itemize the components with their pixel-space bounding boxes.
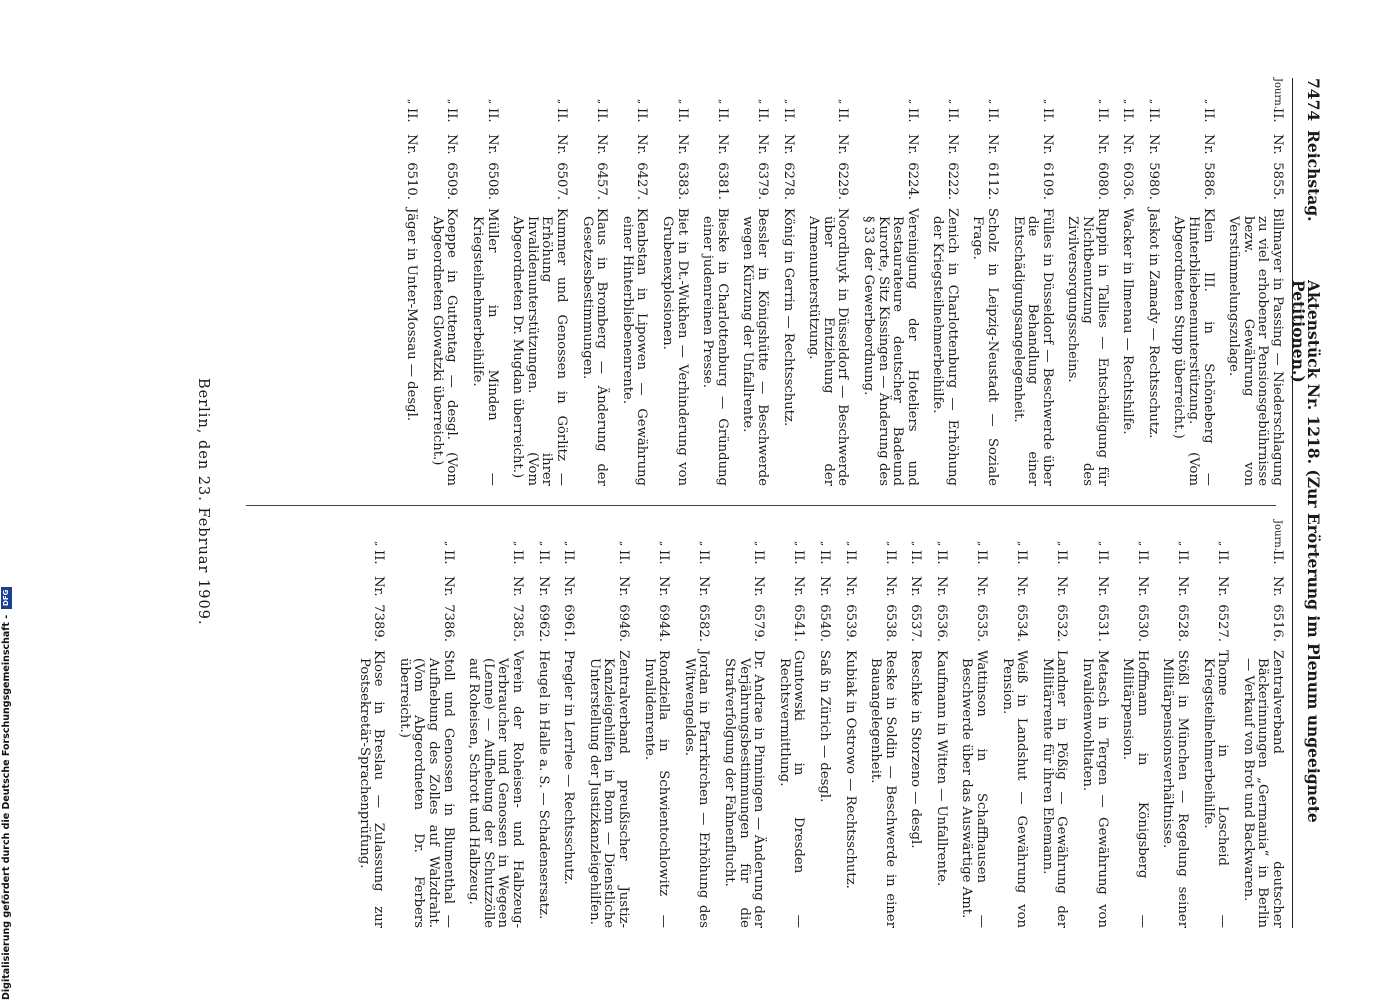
petition-entry [930,78,959,486]
journal-marker: „ [658,540,670,546]
nr-label: Nr. [616,576,631,597]
section-roman: II. [656,550,672,565]
journal-marker: „ [1217,540,1229,546]
petition-number: 5980. [1145,162,1161,200]
nr-label: Nr. [908,576,924,597]
section-roman: II. [1200,108,1216,123]
section-roman: II. [974,550,990,565]
section-roman: II. [1175,550,1191,565]
petition-number: 6531. [1094,604,1110,642]
section-roman: II. [696,550,712,565]
petition-entry [860,78,918,486]
petition-text: Müller in Minden — Kriegsteilnehmerbeihilfe. [470,208,500,486]
petition-text: Klaus in Bromberg — Änderung der Gesetzesbestimmungen. [579,208,610,486]
section-roman: II. [908,550,924,565]
petition-entry [842,520,857,928]
nr-label: Nr. [714,134,730,155]
petition-text: Wacker in Ilmenau — Rechtshilfe. [1120,208,1136,435]
section-roman: II. [1094,550,1110,565]
journal-marker: „ [756,98,768,104]
section-roman: II. [882,550,898,565]
journal-marker: „ [782,98,794,104]
petition-text: Saß in Zürich — desgl. [816,650,832,803]
section-roman: II. [944,108,960,123]
section-roman: II. [535,550,551,565]
nr-label: Nr. [404,134,420,155]
section-roman: II. [816,550,832,565]
petition-entry [959,520,988,928]
petition-text: Hoffmann in Königsberg — Militärpension. [1120,650,1150,928]
petition-entry [586,520,630,928]
header-body-name: Reichstag. [1304,130,1323,222]
petition-number: 6541. [791,604,807,642]
petition-text: Kummer und Genossen in Görlitz — Erhöhung ihrer Invalidenunterstützungen. (Vom Abgeordneten Dr. Mugdan überreicht.) [510,208,570,486]
section-roman: II. [1215,550,1231,565]
page-title: Aktenstück Nr. 1218. (Zur Erörterung im Plenum ungeeignete Petitionen.) [1289,280,1323,823]
section-roman: II. [714,108,730,123]
petition-entry [806,78,850,486]
journal-marker: „ [818,540,830,546]
document-page [30,78,1323,928]
section-roman: II. [1120,108,1136,123]
section-roman: II. [985,108,1001,123]
journal-marker: „ [698,540,710,546]
digitization-credit [0,0,12,1000]
nr-label: Nr. [1014,576,1030,597]
journal-marker: „ [793,540,805,546]
petition-entry [404,78,419,486]
petition-entry [816,520,831,928]
petition-number: 6534. [1014,604,1030,642]
section-roman: II. [371,550,387,565]
petition-text: Verein der Roheisen- und Halbzeug-Verbraucher und Genossen in Wegeen (Lenne) — Aufhebung der Schutzzölle auf Roheisen, Schrott und Halbzeug. [466,650,526,928]
section-roman: II. [754,108,770,123]
petition-number: 6946. [616,604,631,642]
nr-label: Nr. [816,576,832,597]
section-roman: II. [1270,550,1285,565]
petition-entry [561,520,576,928]
petition-entry [641,520,670,928]
nr-label: Nr. [444,134,460,155]
nr-label: Nr. [510,576,526,597]
petition-number: 6535. [974,604,990,642]
nr-label: Nr. [1054,576,1070,597]
petition-text: Rondziella in Schwientochlowitz — Invalidenrente. [641,650,672,928]
petition-number: 6229. [835,162,851,200]
petition-entry [429,78,458,486]
journal-marker: „ [1056,540,1068,546]
petition-text: Jordan in Pfarrkirchen — Erhöhung des Witwengeldes. [681,650,712,928]
petition-number: 6080. [1094,162,1110,200]
petition-entry [510,78,568,486]
nr-label: Nr. [791,576,807,597]
journal-marker: „ [910,540,922,546]
petition-entry [700,78,729,486]
journal-marker: „ [636,98,648,104]
petition-number: 5886. [1200,162,1216,200]
petition-entry [1200,520,1229,928]
nr-label: Nr. [484,134,500,155]
petition-number: 6579. [751,604,767,642]
petition-text: Wattinson in Schaffhausen — Beschwerde über das Auswärtige Amt. [959,650,990,928]
petition-list-left [393,78,1284,486]
nr-label: Nr. [594,134,610,155]
journal-marker: „ [1136,540,1148,546]
petition-text: Reske in Soldin — Beschwerde in einer Bauangelegenheit. [868,650,898,928]
journal-marker: „ [512,540,524,546]
section-roman: II. [484,108,500,123]
section-roman: II. [835,108,851,123]
journal-marker: „ [1096,98,1108,104]
petition-number: 6962. [535,604,551,642]
petition-entry [1120,78,1135,486]
nr-label: Nr. [933,576,949,597]
petition-text: Koeppe in Guttentag — desgl. (Vom Abgeordneten Glowatzki überreicht.) [429,208,460,486]
nr-label: Nr. [835,134,851,155]
petition-text: Fülles in Düsseldorf — Beschwerde über die Behandlung einer Entschädigungsangelegenheit. [1010,208,1055,486]
credit-text: Digitalisierung gefördert durch die Deutsche Forschungsgemeinschaft - [0,614,12,1000]
petition-number: 6381. [714,162,730,200]
petition-entry [396,520,454,928]
nr-label: Nr. [634,134,650,155]
journal-marker: „ [976,540,988,546]
section-roman: II. [1094,108,1110,123]
section-roman: II. [791,550,807,565]
petition-text: Scholz in Leipzig-Neustadt — Soziale Frage. [970,208,1001,486]
nr-label: Nr. [696,576,712,597]
nr-label: Nr. [1094,576,1110,597]
petition-number: 6527. [1215,604,1231,642]
petition-text: Billmayer in Passing — Niederschlagung zu viel erhobener Pensionsgebührnisse bezw. Gewährung von Verstümmelungszulage. [1226,208,1285,486]
nr-label: Nr. [751,576,767,597]
journal-marker: „ [1041,98,1053,104]
petition-entry [1240,520,1284,928]
petition-text: Dr. Andrae in Pinningen — Änderung der Verjährungsbestimmungen für die Strafverfolgung der Fahnenflucht. [721,650,767,928]
nr-label: Nr. [882,576,898,597]
petition-entry [740,78,769,486]
petition-text: Biet in Dt.-Wukhen — Verhinderung von Grubenexplosionen. [660,208,690,486]
petition-text: Zentralverband deutscher Bäckerinnungen „Germania“ in Berlin — Verkauf von Brot und Backwaren. [1240,650,1285,928]
nr-label: Nr. [985,134,1001,155]
journal-marker: „ [556,98,568,104]
petition-number: 6507. [554,162,570,200]
petition-entry [659,78,688,486]
journal-marker: „ [373,540,385,546]
petition-text: Bieske in Charlottenburg — Gründung einer judenreinen Presse. [700,208,730,486]
journal-marker: „ [906,98,918,104]
petition-entry [1171,78,1215,486]
section-roman: II. [1039,108,1055,123]
journal-marker: „ [406,98,418,104]
petition-number: 6457. [594,162,610,200]
nr-label: Nr. [842,576,858,597]
petition-number: 5855. [1270,162,1285,200]
journal-marker: „ [987,98,999,104]
nr-label: Nr. [1215,576,1231,597]
journal-marker: Journ. [1272,78,1283,109]
header-rule [1292,78,1293,928]
page-header [1289,78,1323,928]
petition-number: 7386. [440,604,456,642]
petition-entry [1010,78,1054,486]
journal-marker: „ [1177,540,1189,546]
section-roman: II. [1145,108,1161,123]
petition-number: 7385. [510,604,526,642]
petition-entry [1039,520,1068,928]
petition-text: Zenich in Charlottenburg — Erhöhung der Kriegsteilnehmerbeihilfe. [930,208,960,486]
section-roman: II. [674,108,690,123]
nr-label: Nr. [1039,134,1055,155]
petition-text: Klose in Breslau — Zulassung zur Postsekretär-Sprachenprüfung. [356,650,387,928]
petition-text: Vereinigung der Hoteliers und Restaurateure deutscher Badeund Kurorte, Sitz Kissingen — Änderung des § 33 der Gewerbeordnung. [860,208,920,486]
section-roman: II. [904,108,920,123]
petition-text: Kaufmann in Witten — Unfallrente. [933,650,949,887]
journal-marker: „ [1147,98,1159,104]
journal-marker: „ [946,98,958,104]
nr-label: Nr. [1200,134,1216,155]
petition-entry [469,78,498,486]
journal-marker: „ [1096,540,1108,546]
petition-entry [1065,78,1109,486]
petition-entry [619,78,648,486]
page-number: 7474 [1304,78,1323,122]
journal-marker: „ [618,540,629,546]
nr-label: Nr. [561,576,577,597]
petition-text: Reschke in Storzeno — desgl. [908,650,924,849]
petition-text: Noordhuyk in Düsseldorf — Beschwerde über Entziehung der Armenunterstützung. [806,208,851,486]
petition-entry [1226,78,1284,486]
section-roman: II. [616,550,631,565]
nr-label: Nr. [780,134,796,155]
journal-marker: „ [716,98,728,104]
nr-label: Nr. [656,576,672,597]
journal-marker: „ [446,98,458,104]
petition-entry [356,520,385,928]
petition-number: 6510. [404,162,420,200]
petition-text: Thome in Loscheid — Kriegsteilnehmerbeihilfe. [1200,650,1231,928]
section-roman: II. [751,550,767,565]
petition-number: 6508. [484,162,500,200]
petition-entry [1160,520,1189,928]
petition-number: 6383. [674,162,690,200]
petition-text: König in Gerrin — Rechtsschutz. [780,208,796,427]
petition-entry [535,520,550,928]
nr-label: Nr. [1094,134,1110,155]
nr-label: Nr. [674,134,690,155]
journal-marker: „ [442,540,454,546]
petition-number: 6509. [444,162,460,200]
petition-entry [999,520,1028,928]
petition-number: 6536. [933,604,949,642]
petition-entry [681,520,710,928]
nr-label: Nr. [904,134,920,155]
petition-number: 6036. [1120,162,1136,200]
petition-entry [933,520,948,928]
journal-marker: „ [537,540,549,546]
petition-number: 6222. [944,162,960,200]
nr-label: Nr. [535,576,551,597]
petition-entry [776,520,805,928]
section-roman: II. [594,108,610,123]
nr-label: Nr. [1270,134,1285,155]
nr-label: Nr. [371,576,387,597]
journal-marker: „ [935,540,947,546]
petition-entry [868,520,897,928]
petition-number: 6516. [1270,604,1285,642]
petition-text: Jäger in Unter-Mossau — desgl. [404,208,420,422]
petition-text: Stößl in München — Regelung seiner Militärpensionsverhältnisse. [1160,650,1191,928]
petition-number: 6379. [754,162,770,200]
petition-text: Stoll und Genossen in Blumenthal — Aufhebung des Zolles auf Walzdraht. (Vom Abgeordneten Dr. Ferbers überreicht.) [396,650,456,928]
petition-entry [466,520,524,928]
petition-text: Kubiak in Ostrowo — Rechtsschutz. [842,650,858,889]
column-divider [246,505,1276,506]
nr-label: Nr. [1120,134,1136,155]
nr-label: Nr. [974,576,990,597]
journal-marker: „ [1016,540,1028,546]
journal-marker: „ [753,540,765,546]
journal-marker: „ [596,98,608,104]
nr-label: Nr. [554,134,570,155]
petition-text: Ruppin in Tallies — Entschädigung für Nichtbenutzung des Zivilversorgungsscheins. [1065,208,1110,486]
date-line: Berlin, den 23. Februar 1909. [195,378,211,626]
section-roman: II. [634,108,650,123]
petition-text: Jaskot in Zamady — Rechtsschutz. [1145,208,1161,439]
petition-entry [1120,520,1149,928]
petition-number: 6532. [1054,604,1070,642]
journal-marker: „ [837,98,849,104]
nr-label: Nr. [944,134,960,155]
petition-number: 6278. [780,162,796,200]
petition-entry [908,520,923,928]
section-roman: II. [780,108,796,123]
section-roman: II. [404,108,420,123]
petition-text: Heugel in Halle a. S. — Schadensersatz. [535,650,551,920]
section-roman: II. [842,550,858,565]
section-roman: II. [440,550,456,565]
petition-number: 6538. [882,604,898,642]
petition-number: 6944. [656,604,672,642]
petition-entry [970,78,999,486]
petition-entry [721,520,765,928]
section-roman: II. [510,550,526,565]
journal-marker: Journ. [1272,520,1283,551]
nr-label: Nr. [754,134,770,155]
section-roman: II. [444,108,460,123]
nr-label: Nr. [1270,576,1285,597]
petition-text: Metasch in Tergen — Gewährung von Invalidenwohltaten. [1080,650,1110,928]
petition-text: Zentralverband preußischer Justiz-Kanzleigehilfen in Bonn — Dienstliche Unterstellung der Justizkanzleigehilfen. [586,650,631,928]
petition-list-right [345,520,1284,928]
petition-number: 6530. [1134,604,1150,642]
petition-entry [1079,520,1108,928]
section-roman: II. [1134,550,1150,565]
petition-number: 6112. [985,162,1001,200]
petition-number: 6961. [561,604,577,642]
petition-text: Pregler in Lerrlee — Rechtsschutz. [561,650,577,885]
journal-marker: „ [486,98,498,104]
nr-label: Nr. [1134,576,1150,597]
petition-number: 6537. [908,604,924,642]
petition-text: Weiß in Landshut — Gewährung von Pension. [999,650,1030,928]
nr-label: Nr. [1175,576,1191,597]
nr-label: Nr. [440,576,456,597]
journal-marker: „ [884,540,896,546]
petition-number: 6582. [696,604,712,642]
petition-number: 6540. [816,604,832,642]
petition-number: 7389. [371,604,387,642]
petition-number: 6427. [634,162,650,200]
section-roman: II. [1014,550,1030,565]
petition-entry [780,78,795,486]
petition-number: 6224. [904,162,920,200]
section-roman: II. [554,108,570,123]
journal-marker: „ [844,540,856,546]
section-roman: II. [561,550,577,565]
section-roman: II. [1270,108,1285,123]
petition-entry [579,78,608,486]
petition-text: Bessler in Königshütte — Beschwerde wegen Kürzung der Unfallrente. [740,208,770,486]
section-roman: II. [1054,550,1070,565]
petition-number: 6539. [842,604,858,642]
dfg-logo: DFG [1,587,12,609]
petition-text: Klenbstan in Lipowen — Gewährung einer Hinterbliebenenrente. [619,208,650,486]
section-roman: II. [933,550,949,565]
petition-number: 6109. [1039,162,1055,200]
petition-text: Landner in Pößig — Gewährung der Militärrente für ihren Ehemann. [1039,650,1070,928]
petition-number: 6528. [1175,604,1191,642]
journal-marker: „ [1202,98,1214,104]
journal-marker: „ [563,540,575,546]
nr-label: Nr. [1145,134,1161,155]
journal-marker: „ [1122,98,1134,104]
petition-text: Guntowski in Dresden — Rechtsvermittlung. [776,650,807,928]
petition-entry [1145,78,1160,486]
journal-marker: „ [676,98,688,104]
petition-text: Klein III. in Schöneberg — Hinterbliebenenunterstützung. (Vom Abgeordneten Stupp überreicht.) [1171,208,1216,486]
